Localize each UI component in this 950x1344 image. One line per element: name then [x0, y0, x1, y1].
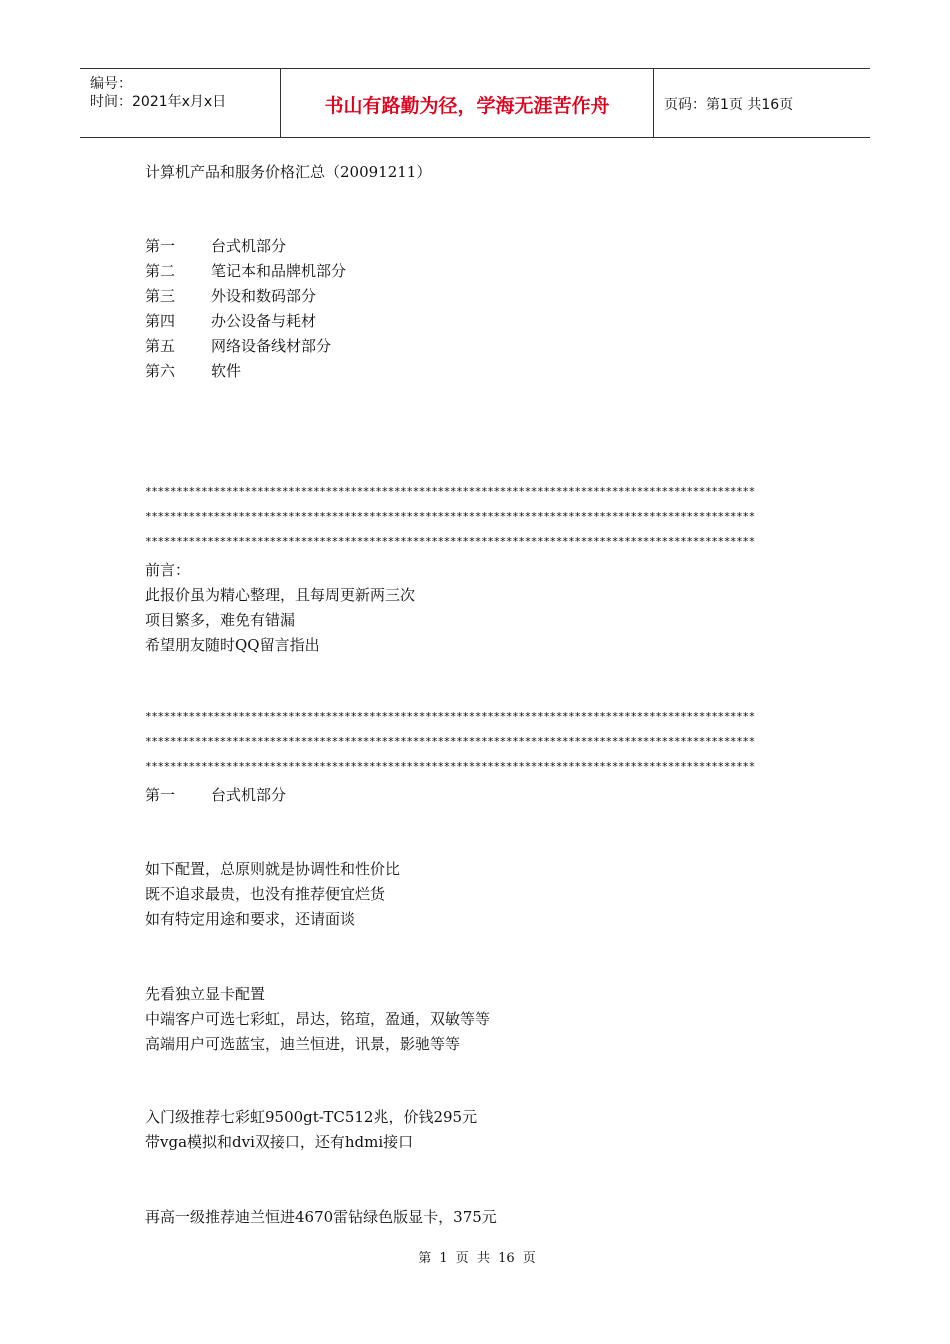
- body-line: 再高一级推荐迪兰恒进4670雷钻绿色版显卡，375元: [145, 1208, 497, 1226]
- preface-line: 希望朋友随时QQ留言指出: [145, 636, 320, 654]
- footer-text: 页: [522, 1251, 536, 1266]
- section-title: 台式机部分: [211, 786, 287, 804]
- star-divider: **************************************************************************************************: [145, 511, 755, 523]
- body-line: 中端客户可选七彩虹，昂达，铭瑄，盈通，双敏等等: [145, 1010, 491, 1028]
- toc-item: [145, 361, 241, 381]
- header-left-cell: [80, 69, 281, 137]
- toc-item: [145, 311, 316, 331]
- preface-title: 前言：: [145, 561, 191, 579]
- toc-item: [145, 236, 286, 256]
- section-heading: [145, 785, 286, 805]
- header-right-cell: [654, 69, 870, 137]
- preface-line: 项目繁多，难免有错漏: [145, 611, 296, 629]
- toc-item-title: 台式机部分: [211, 237, 287, 255]
- body-line: 如下配置，总原则就是协调性和性价比: [145, 860, 401, 878]
- header-page-info: 页码：第1页 共16页: [664, 97, 794, 113]
- star-divider: **************************************************************************************************: [145, 711, 755, 723]
- star-divider: **************************************************************************************************: [145, 736, 755, 748]
- toc-item-title: 办公设备与耗材: [211, 312, 317, 330]
- toc-item-title: 网络设备线材部分: [211, 337, 332, 355]
- toc-item-number: 第五: [145, 337, 176, 355]
- footer-text: 共: [476, 1251, 490, 1266]
- toc-item-number: 第六: [145, 362, 176, 380]
- header-motto: 书山有路勤为径，学海无涯苦作舟: [324, 95, 610, 117]
- footer-total-pages: 16: [498, 1251, 515, 1266]
- toc-item-number: 第三: [145, 287, 176, 305]
- toc-item: [145, 286, 316, 306]
- footer-text: 页: [455, 1251, 469, 1266]
- body-line: 先看独立显卡配置: [145, 985, 266, 1003]
- toc-item: [145, 336, 331, 356]
- body-line: 既不追求最贵，也没有推荐便宜烂货: [145, 885, 386, 903]
- document-number-label: 编号：: [90, 76, 132, 92]
- star-divider: **************************************************************************************************: [145, 761, 755, 773]
- star-divider: **************************************************************************************************: [145, 536, 755, 548]
- document-title: 计算机产品和服务价格汇总（20091211）: [145, 163, 432, 181]
- preface-line: 此报价虽为精心整理，且每周更新两三次: [145, 586, 416, 604]
- toc-item-number: 第二: [145, 262, 176, 280]
- toc-item-number: 第四: [145, 312, 176, 330]
- body-line: 入门级推荐七彩虹9500gt-TC512兆，价钱295元: [145, 1108, 478, 1126]
- footer-text: 第: [418, 1251, 432, 1266]
- toc-item-title: 软件: [211, 362, 242, 380]
- star-divider: **************************************************************************************************: [145, 486, 755, 498]
- section-number: 第一: [145, 786, 176, 804]
- page-header: [80, 68, 870, 138]
- footer-current-page: 1: [439, 1251, 448, 1266]
- toc-item-number: 第一: [145, 237, 176, 255]
- document-time-label: 时间：2021年x月x日: [90, 94, 227, 110]
- body-line: 如有特定用途和要求，还请面谈: [145, 910, 356, 928]
- toc-item-title: 外设和数码部分: [211, 287, 317, 305]
- body-line: 带vga模拟和dvi双接口，还有hdmi接口: [145, 1133, 414, 1151]
- page-footer: [0, 1247, 950, 1266]
- header-middle-cell: [281, 69, 654, 137]
- body-line: 高端用户可选蓝宝，迪兰恒进，讯景，影驰等等: [145, 1035, 461, 1053]
- toc-item: [145, 261, 346, 281]
- toc-item-title: 笔记本和品牌机部分: [211, 262, 347, 280]
